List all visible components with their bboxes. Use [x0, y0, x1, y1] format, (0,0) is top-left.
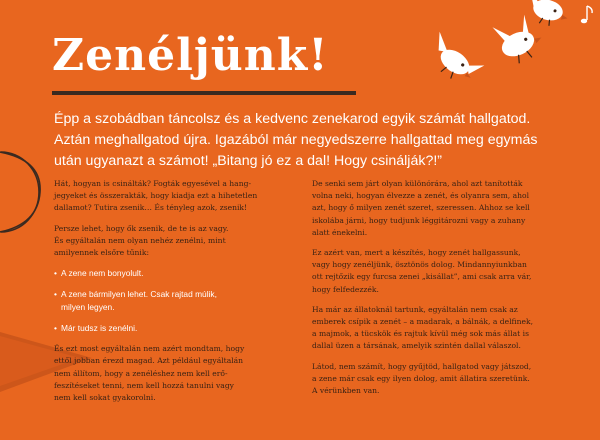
music-note-icon	[581, 6, 592, 23]
text-line: nem kell sokat gyakorolni.	[54, 393, 156, 403]
bullet-icon: •	[54, 268, 57, 279]
text-line: azt, hogy ő milyen zenét szeret, szeressen. Ahhoz se kell	[312, 203, 530, 213]
text-line: Hát, hogyan is csinálták? Fogták egyesével a hang-	[54, 179, 252, 188]
left-paragraph-2	[54, 223, 286, 260]
text-line: alatt énekelni.	[312, 227, 368, 237]
text-line: jegyeket és összerakták, hogy kiadja ezt a hihetetlen	[54, 191, 258, 201]
bullet-icon: •	[54, 323, 57, 334]
text-line: Ha már az állatoknál tartunk, egyáltalán nem csak az	[312, 304, 518, 314]
left-column	[54, 178, 286, 412]
right-paragraph-2	[312, 247, 578, 296]
text-line: És ezt most egyáltalán nem azért mondtam, hogy	[54, 344, 245, 354]
bird-illustration-right	[523, 0, 572, 30]
intro-line: után ugyanazt a számot! „Bitang jó ez a dal! Hogy csinálják?!”	[54, 153, 443, 169]
text-line: ettől jobban érezd magad. Azt például egyáltalán	[54, 356, 244, 366]
bullet-icon: •	[54, 289, 57, 300]
intro-line: Épp a szobádban táncolsz és a kedvenc zenekarod egyik számát hallgatod.	[54, 111, 531, 127]
text-line: ott rejtőzik egy furcsa zenei „kisállat”, ami csak arra vár,	[312, 272, 532, 282]
list-item	[54, 322, 286, 335]
text-line: Látod, nem számít, hogy gyűjtöd, hallgatod vagy játszod,	[312, 361, 532, 371]
text-line: A vérünkben van.	[312, 386, 380, 396]
title-underline	[52, 91, 356, 95]
text-line: Persze lehet, hogy ők zsenik, de te is az vagy.	[54, 223, 229, 233]
text-line: A zene nem bonyolult.	[61, 268, 144, 279]
right-paragraph-1	[312, 178, 578, 239]
text-line: a majmok, a tücskök és rajtuk kívül még sok más állat is	[312, 329, 529, 339]
text-line: dallal üzen a társának, amelyik szintén dallal válaszol.	[312, 341, 521, 351]
text-line: amilyennek elsőre tűnik:	[54, 248, 150, 258]
right-paragraph-3	[312, 304, 578, 353]
intro-line: Aztán meghallgatod újra. Igazából már negyedszerre hallgattad meg egymás	[54, 132, 538, 148]
arc-decoration	[1, 152, 39, 232]
text-line: emberek csípik a zenét – a madarak, a bálnák, a delfinek,	[312, 317, 534, 327]
text-line: Már tudsz is zenélni.	[61, 323, 138, 334]
text-line: nem állítom, hogy a zenéléshez nem kell erő-	[54, 368, 228, 378]
right-paragraph-4	[312, 361, 578, 398]
text-line: A zene bármilyen lehet. Csak rajtad múlik,	[61, 289, 217, 300]
text-line: Ez azért van, mert a készítés, hogy zenét hallgassunk,	[312, 248, 521, 258]
text-line: milyen legyen.	[61, 302, 115, 313]
intro-paragraph	[54, 109, 562, 172]
list-item	[54, 288, 286, 314]
right-column	[312, 178, 578, 405]
bird-illustration-middle	[492, 10, 548, 67]
text-line: a zene már csak egy ilyen dolog, amit állatira szeretünk.	[312, 373, 530, 383]
text-line: De senki sem járt olyan különórára, ahol azt tanították	[312, 179, 523, 188]
text-line: dallamot? Tutira zsenik… És tényleg azok, zsenik!	[54, 203, 248, 213]
bird-illustration-left	[421, 32, 485, 90]
left-paragraph-3	[54, 343, 286, 404]
text-line: És egyáltalán nem olyan nehéz zenélni, mint	[54, 235, 226, 245]
page-title: Zenéljünk!	[52, 30, 329, 81]
text-line: vagy hogy zenéljünk, ösztönös dolog. Mindannyiunkban	[312, 260, 527, 270]
text-line: volna neki, hogyan élvezze a zenét, és olyanra sem, ahol	[312, 191, 530, 201]
text-line: iskolába járni, hogy tudjunk léggitározni vagy a zuhany	[312, 215, 526, 225]
text-line: hogy felfedezzék.	[312, 284, 379, 294]
bullet-list	[54, 267, 286, 335]
text-line: feszítéseket tenni, nem kell hozzá tanulni vagy	[54, 380, 234, 390]
list-item	[54, 267, 286, 280]
left-paragraph-1	[54, 178, 286, 215]
